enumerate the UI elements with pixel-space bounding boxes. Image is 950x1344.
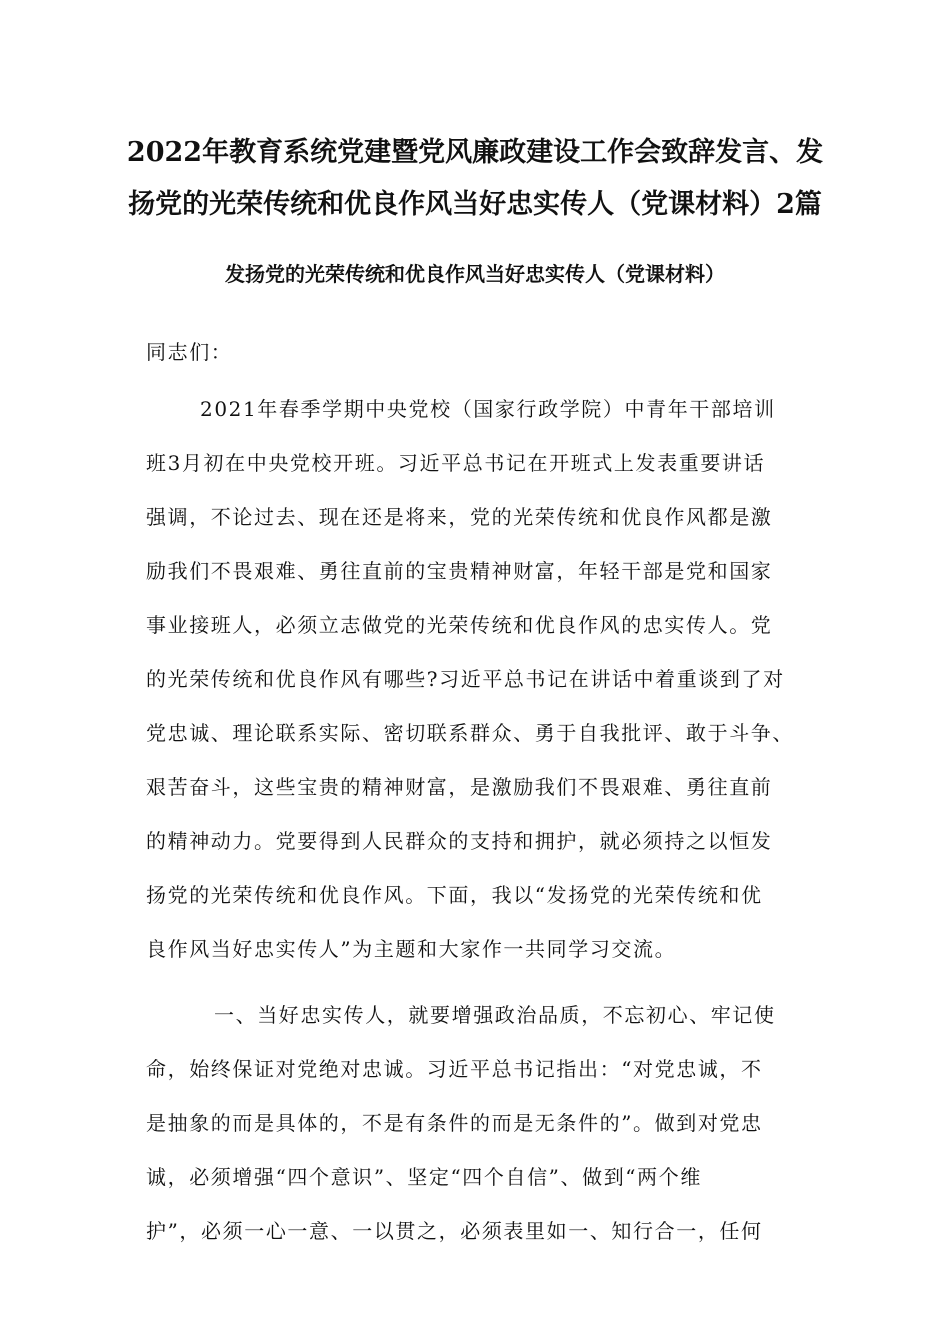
title-line-2: 扬党的光荣传统和优良作风当好忠实传人（党课材料）2篇 (128, 189, 822, 220)
paragraph-line: 强调，不论过去、现在还是将来，党的光荣传统和优良作风都是激 (146, 505, 773, 529)
section-subtitle: 发扬党的光荣传统和优良作风当好忠实传人（党课材料） (225, 262, 725, 286)
document-title (120, 127, 830, 231)
paragraph-line: 艰苦奋斗，这些宝贵的精神财富，是激励我们不畏艰难、勇往直前 (146, 775, 773, 799)
title-line-1: 2022年教育系统党建暨党风廉政建设工作会致辞发言、发 (126, 137, 824, 168)
paragraph-line: 扬党的光荣传统和优良作风。下面，我以“发扬党的光荣传统和优 (146, 883, 763, 907)
paragraph-line: 班3月初在中央党校开班。习近平总书记在开班式上发表重要讲话 (146, 451, 766, 475)
paragraph-line: 2021年春季学期中央党校（国家行政学院）中青年干部培训 (200, 397, 776, 421)
paragraph-line: 良作风当好忠实传人”为主题和大家作一共同学习交流。 (146, 937, 677, 961)
salutation: 同志们： (146, 340, 233, 364)
paragraph-line: 的精神动力。党要得到人民群众的支持和拥护，就必须持之以恒发 (146, 829, 773, 853)
paragraph-line: 护”，必须一心一意、一以贯之，必须表里如一、知行合一，任何 (146, 1219, 763, 1243)
paragraph-line: 事业接班人，必须立志做党的光荣传统和优良作风的忠实传人。党 (146, 613, 773, 637)
paragraph-line: 是抽象的而是具体的，不是有条件的而是无条件的”。做到对党忠 (146, 1111, 763, 1135)
paragraph-line: 的光荣传统和优良作风有哪些?习近平总书记在讲话中着重谈到了对 (146, 667, 785, 691)
paragraph-line: 诚，必须增强“四个意识”、坚定“四个自信”、做到“两个维 (146, 1165, 702, 1189)
paragraph-line: 党忠诚、理论联系实际、密切联系群众、勇于自我批评、敢于斗争、 (146, 721, 794, 745)
paragraph-line: 一、当好忠实传人，就要增强政治品质，不忘初心、牢记使 (214, 1003, 776, 1027)
paragraph-line: 命，始终保证对党绝对忠诚。习近平总书记指出：“对党忠诚，不 (146, 1057, 763, 1081)
paragraph-line: 励我们不畏艰难、勇往直前的宝贵精神财富，年轻干部是党和国家 (146, 559, 773, 583)
